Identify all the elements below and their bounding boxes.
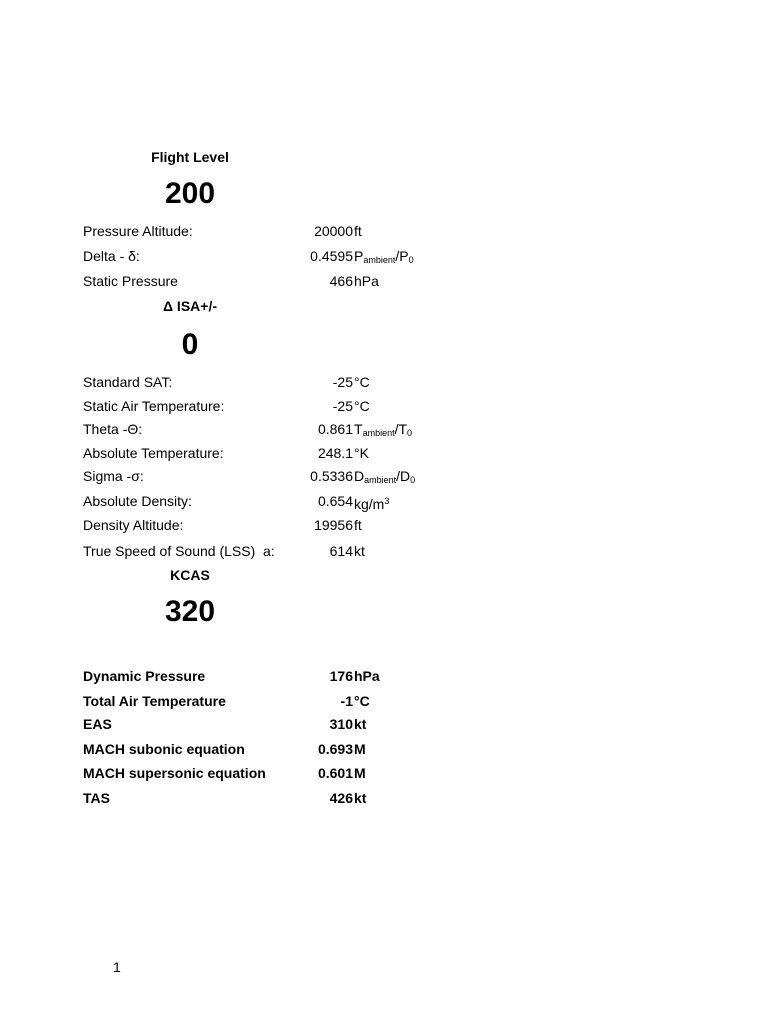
- row-label: True Speed of Sound (LSS) a:: [83, 543, 275, 559]
- row-value: 0.654: [317, 493, 353, 509]
- row-sigma: [83, 466, 503, 486]
- row-unit: [354, 491, 389, 514]
- row-label: MACH subonic equation: [83, 741, 245, 757]
- row-static-air-temperature: [83, 396, 503, 416]
- row-unit: ft: [354, 223, 362, 239]
- row-value: -25: [332, 398, 353, 414]
- row-eas: [83, 714, 503, 734]
- row-unit: kt: [354, 716, 367, 732]
- row-value: -25: [332, 374, 353, 390]
- row-density-altitude: [83, 515, 503, 535]
- unit-superscript: 3: [384, 496, 390, 506]
- unit-main: P: [354, 248, 364, 264]
- row-label: Pressure Altitude:: [83, 223, 193, 239]
- row-value: 19956: [314, 517, 353, 533]
- unit-subscript-2: 0: [408, 255, 414, 265]
- row-static-pressure: [83, 271, 503, 291]
- kcas-label: KCAS: [170, 567, 210, 583]
- row-value: 0.601: [317, 765, 353, 781]
- row-unit: °C: [354, 693, 370, 709]
- kcas-value: 320: [164, 595, 216, 628]
- row-value: 466: [329, 273, 353, 289]
- row-standard-sat: [83, 372, 503, 392]
- row-value: 310: [329, 716, 353, 732]
- row-tas: [83, 788, 503, 808]
- row-value: 426: [329, 790, 353, 806]
- row-value: -1: [340, 693, 353, 709]
- row-value: 20000: [314, 223, 353, 239]
- row-mach-supersonic: [83, 763, 503, 783]
- flight-level-label: Flight Level: [151, 149, 229, 165]
- row-label: EAS: [83, 716, 112, 732]
- unit-separator: /D: [396, 468, 411, 484]
- flight-level-value: 200: [164, 177, 216, 210]
- row-value: 0.861: [317, 421, 353, 437]
- row-label: Absolute Density:: [83, 493, 192, 509]
- row-unit: kt: [354, 790, 367, 806]
- row-label: Standard SAT:: [83, 374, 173, 390]
- page-number: 1: [113, 959, 121, 975]
- row-unit: hPa: [354, 273, 379, 289]
- row-value: 0.693: [317, 741, 353, 757]
- row-unit: °C: [354, 398, 370, 414]
- row-dynamic-pressure: [83, 666, 503, 686]
- row-label: Sigma -σ:: [83, 468, 144, 484]
- unit-subscript: ambient: [362, 428, 395, 438]
- row-label: Delta - δ:: [83, 248, 140, 264]
- unit-main: T: [354, 421, 363, 437]
- row-label: Theta -Θ:: [83, 421, 143, 437]
- unit-main: kg/m: [354, 496, 385, 512]
- row-unit: °C: [354, 374, 370, 390]
- row-delta: [83, 246, 503, 266]
- row-label: TAS: [83, 790, 110, 806]
- unit-subscript-2: 0: [410, 475, 416, 485]
- row-pressure-altitude: [83, 221, 503, 241]
- unit-separator: /T: [394, 421, 408, 437]
- row-unit: M: [354, 741, 366, 757]
- row-label: Total Air Temperature: [83, 693, 226, 709]
- row-total-air-temperature: [83, 691, 503, 711]
- row-absolute-density: [83, 491, 503, 511]
- row-unit: [354, 466, 415, 490]
- row-unit: [354, 419, 412, 443]
- isa-label: Δ ISA+/-: [162, 298, 218, 314]
- row-value: 176: [329, 668, 353, 684]
- unit-subscript: ambient: [363, 255, 396, 265]
- row-value: 248.1: [317, 445, 353, 461]
- unit-subscript: ambient: [364, 475, 397, 485]
- isa-value: 0: [181, 328, 199, 361]
- row-label: Absolute Temperature:: [83, 445, 224, 461]
- unit-separator: /P: [395, 248, 409, 264]
- row-value: 0.5336: [310, 468, 353, 484]
- row-label: Dynamic Pressure: [83, 668, 206, 684]
- row-label: Static Air Temperature:: [83, 398, 225, 414]
- row-absolute-temperature: [83, 443, 503, 463]
- row-unit: kt: [354, 543, 365, 559]
- row-unit: ft: [354, 517, 362, 533]
- row-mach-subsonic: [83, 739, 503, 759]
- row-theta: [83, 419, 503, 439]
- unit-main: D: [354, 468, 365, 484]
- row-unit: °K: [354, 445, 369, 461]
- row-unit: [354, 246, 414, 270]
- row-unit: M: [354, 765, 366, 781]
- row-unit: hPa: [354, 668, 380, 684]
- row-speed-of-sound: [83, 541, 503, 561]
- row-label: Density Altitude:: [83, 517, 184, 533]
- row-value: 614: [329, 543, 353, 559]
- row-label: MACH supersonic equation: [83, 765, 266, 781]
- row-value: 0.4595: [310, 248, 353, 264]
- unit-subscript-2: 0: [407, 428, 413, 438]
- row-label: Static Pressure: [83, 273, 178, 289]
